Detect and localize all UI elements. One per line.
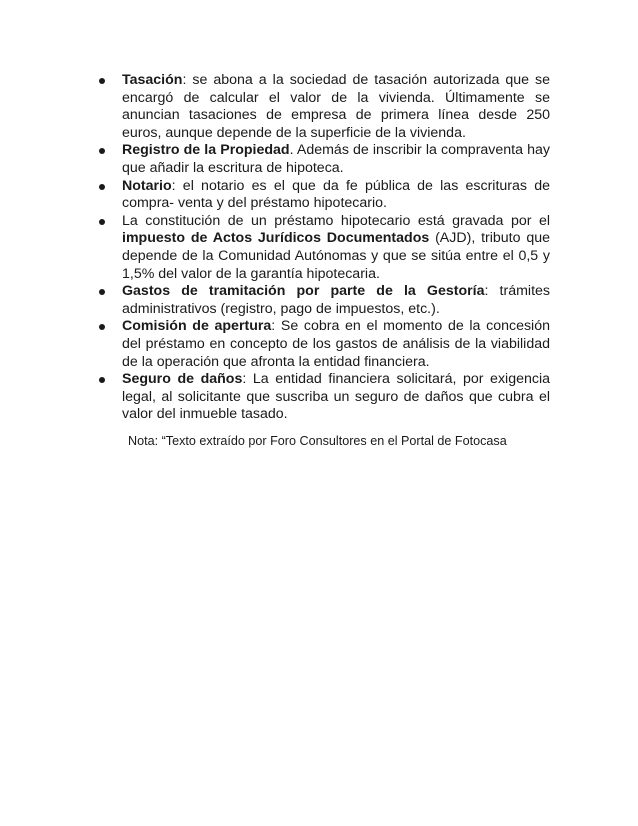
item-term: Comisión de apertura: [122, 318, 272, 335]
list-item-registro: [96, 142, 550, 177]
item-text: (AJD), tributo que depende de la Comunidad Autónomas y que se sitúa entre el 0,5 y 1,5% del valor de la garantía hipotecaria.: [122, 230, 550, 282]
item-term: impuesto de Actos Jurídicos Documentados: [122, 230, 430, 247]
list-item-impuesto-ajd: [96, 213, 550, 283]
bullet-icon: [99, 324, 105, 330]
bullet-icon: [99, 78, 105, 84]
item-text: : La entidad financiera solicitará, por exigencia legal, al solicitante que suscriba un seguro de daños que cubra el valor del inmueble tasado.: [122, 371, 551, 423]
item-text: : el notario es el que da fe pública de las escrituras de compra- venta y del préstamo hipotecario.: [122, 177, 550, 212]
bullet-icon: [99, 377, 105, 383]
item-term: Gastos de tramitación por parte de la Gestoría: [122, 283, 485, 300]
source-note: Nota: “Texto extraído por Foro Consultores en el Portal de Fotocasa: [128, 434, 507, 448]
list-item-tasacion: [96, 72, 550, 142]
bullet-icon: [99, 148, 105, 154]
item-term: Notario: [122, 177, 172, 194]
item-prefix: La constitución de un préstamo hipotecario está gravada por el: [122, 212, 550, 229]
bullet-icon: [99, 219, 105, 225]
item-text: . Además de inscribir la compraventa hay que añadir la escritura de hipoteca.: [122, 142, 550, 176]
bullet-icon: [99, 184, 105, 190]
item-text: : se abona a la sociedad de tasación autorizada que se encargó de calcular el valor de la vivienda. Últimamente se anuncian tasaciones de empresa de primera línea desde 250 euros, aunque depende de la superficie de la vivienda.: [122, 72, 550, 141]
item-term: Registro de la Propiedad: [122, 142, 290, 159]
item-term: Seguro de daños: [122, 371, 243, 388]
item-term: Tasación: [122, 72, 183, 88]
item-text: : Se cobra en el momento de la concesión del préstamo en concepto de los gastos de análisis de la viabilidad de la operación que afronta la entidad financiera.: [122, 318, 550, 370]
list-item-seguro-danos: [96, 371, 550, 424]
list-item-notario: [96, 178, 550, 213]
list-item-gestoria: [96, 283, 550, 318]
costs-bullet-list: [96, 72, 550, 424]
bullet-icon: [99, 289, 105, 295]
list-item-comision-apertura: [96, 318, 550, 371]
item-text: : trámites administrativos (registro, pago de impuestos, etc.).: [122, 283, 551, 317]
